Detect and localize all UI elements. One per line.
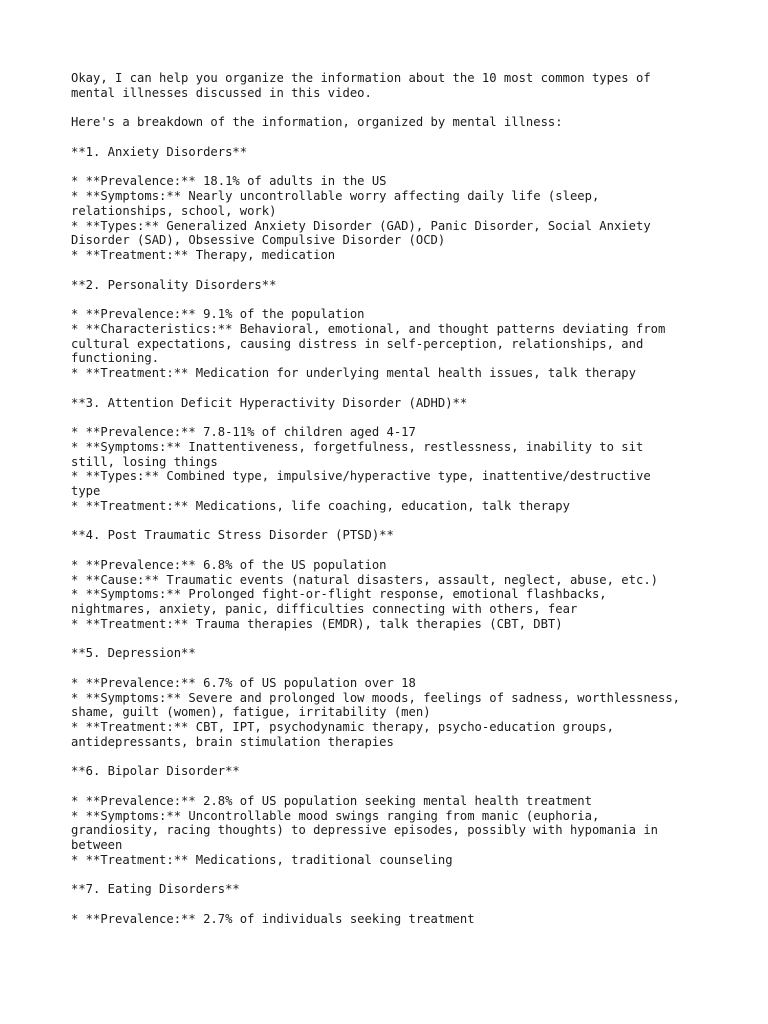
text-line: shame, guilt (women), fatigue, irritability (men) [71, 705, 431, 720]
bullet-line: * **Treatment:** Medication for underlying mental health issues, talk therapy [71, 366, 636, 380]
blank-line [71, 160, 731, 175]
blank-line [71, 868, 731, 883]
bullet-line: * **Treatment:** Medications, life coaching, education, talk therapy [71, 498, 570, 513]
text-line: functioning. [71, 351, 160, 366]
bullet-line: * **Symptoms:** Uncontrollable mood swings ranging from manic (euphoria, [71, 808, 600, 823]
bullet-line: * **Prevalence:** 18.1% of adults in the US [71, 174, 387, 189]
text-line: cultural expectations, causing distress in self-perception, relationships, and [71, 336, 644, 351]
section-heading: **6. Bipolar Disorder** [71, 764, 240, 779]
text-line: relationships, school, work) [71, 203, 277, 218]
blank-line [71, 263, 731, 278]
blank-line [71, 514, 731, 529]
blank-line [71, 101, 731, 116]
bullet-line: * **Prevalence:** 6.7% of US population over 18 [71, 675, 416, 690]
section-heading: **7. Eating Disorders** [71, 882, 240, 897]
bullet-line: * **Prevalence:** 7.8-11% of children aged 4-17 [71, 425, 416, 439]
bullet-line: * **Prevalence:** 6.8% of the US population [71, 557, 387, 572]
text-line: still, losing things [71, 454, 218, 469]
text-line: mental illnesses discussed in this video. [71, 85, 372, 100]
text-line: between [71, 838, 123, 852]
text-line: grandiosity, racing thoughts) to depressive episodes, possibly with hypomania in [71, 823, 658, 838]
blank-line [71, 897, 731, 912]
blank-line [71, 130, 731, 145]
bullet-line: * **Symptoms:** Severe and prolonged low moods, feelings of sadness, worthlessness, [71, 690, 681, 705]
document-body [71, 71, 731, 927]
blank-line [71, 779, 731, 794]
bullet-line: * **Treatment:** Therapy, medication [71, 248, 336, 262]
bullet-line: * **Cause:** Traumatic events (natural disasters, assault, neglect, abuse, etc.) [71, 572, 658, 587]
section-heading: **5. Depression** [71, 646, 196, 661]
bullet-line: * **Symptoms:** Inattentiveness, forgetfulness, restlessness, inability to sit [71, 439, 644, 454]
blank-line [71, 381, 731, 396]
bullet-line: * **Symptoms:** Nearly uncontrollable worry affecting daily life (sleep, [71, 189, 600, 203]
bullet-line: * **Prevalence:** 9.1% of the population [71, 307, 365, 321]
blank-line [71, 750, 731, 765]
section-heading: **3. Attention Deficit Hyperactivity Disorder (ADHD)** [71, 395, 468, 410]
bullet-line: * **Characteristics:** Behavioral, emotional, and thought patterns deviating from [71, 321, 666, 336]
blank-line [71, 543, 731, 558]
text-line: type [71, 484, 101, 498]
blank-line [71, 292, 731, 307]
bullet-line: * **Types:** Generalized Anxiety Disorder (GAD), Panic Disorder, Social Anxiety [71, 218, 651, 233]
text-line: antidepressants, brain stimulation therapies [71, 734, 394, 749]
bullet-line: * **Types:** Combined type, impulsive/hyperactive type, inattentive/destructive [71, 469, 651, 484]
text-line: Disorder (SAD), Obsessive Compulsive Disorder (OCD) [71, 233, 446, 248]
bullet-line: * **Treatment:** Trauma therapies (EMDR), talk therapies (CBT, DBT) [71, 616, 563, 631]
bullet-line: * **Prevalence:** 2.7% of individuals seeking treatment [71, 911, 475, 926]
bullet-line: * **Treatment:** Medications, traditional counseling [71, 852, 453, 867]
section-heading: **1. Anxiety Disorders** [71, 144, 248, 159]
section-heading: **4. Post Traumatic Stress Disorder (PTSD)** [71, 528, 394, 543]
blank-line [71, 632, 731, 647]
text-line: Okay, I can help you organize the information about the 10 most common types of [71, 71, 651, 85]
text-line: nightmares, anxiety, panic, difficulties connecting with others, fear [71, 602, 578, 616]
bullet-line: * **Treatment:** CBT, IPT, psychodynamic therapy, psycho-education groups, [71, 720, 614, 734]
text-line: Here's a breakdown of the information, organized by mental illness: [71, 115, 563, 130]
blank-line [71, 661, 731, 676]
bullet-line: * **Prevalence:** 2.8% of US population seeking mental health treatment [71, 793, 592, 808]
section-heading: **2. Personality Disorders** [71, 277, 277, 292]
bullet-line: * **Symptoms:** Prolonged fight-or-flight response, emotional flashbacks, [71, 587, 607, 602]
blank-line [71, 410, 731, 425]
